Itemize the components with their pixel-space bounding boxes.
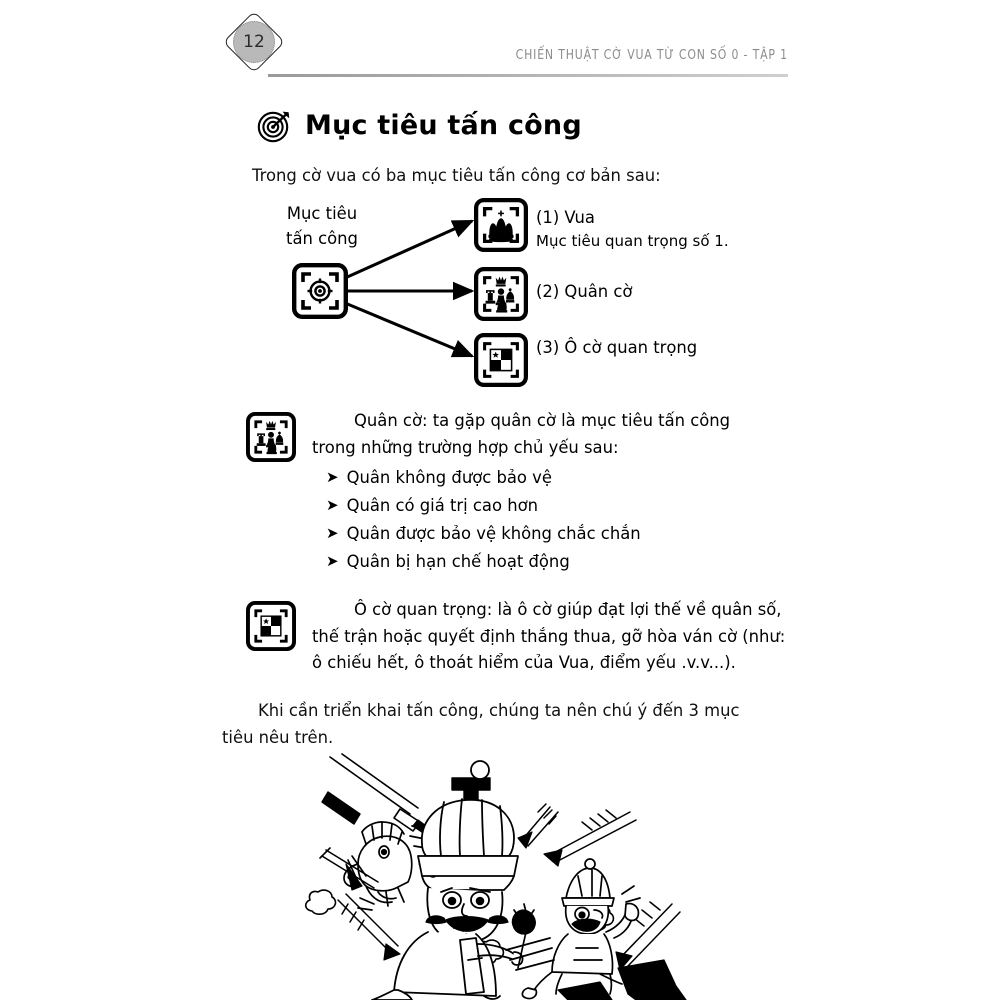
pieces-section-body (312, 408, 776, 461)
pieces-box-icon (474, 267, 528, 325)
diagram-label-king: (1) Vua (536, 208, 595, 227)
arrow-bullet-icon: ➤ (326, 467, 339, 486)
pieces-box-icon (246, 412, 296, 466)
attack-targets-diagram (250, 193, 750, 393)
square-section-line1: Ô cờ quan trọng: là ô cờ giúp đạt lợi thế về quân số, (354, 600, 782, 619)
square-box-icon (246, 601, 296, 655)
pieces-conditions-list (326, 464, 641, 576)
running-head-text: CHIẾN THUẬT CỜ VUA TỪ CON SỐ 0 - TẬP 1 (515, 48, 788, 63)
list-item-label: Quân không được bảo vệ (346, 468, 552, 487)
king-box-icon (474, 198, 528, 256)
intro-paragraph: Trong cờ vua có ba mục tiêu tấn công cơ bản sau: (252, 166, 661, 185)
list-item-label: Quân được bảo vệ không chắc chắn (346, 524, 641, 543)
page-number-badge (226, 14, 282, 70)
page-number-text: 12 (243, 32, 265, 52)
header-divider-rule (268, 74, 788, 77)
target-box-icon (292, 263, 348, 323)
square-box-icon (474, 333, 528, 391)
list-item-label: Quân bị hạn chế hoạt động (346, 552, 570, 571)
diagram-source-label (272, 201, 372, 251)
diagram-sublabel-king: Mục tiêu quan trọng số 1. (536, 232, 729, 250)
section-title-text: Mục tiêu tấn công (305, 109, 582, 141)
list-item-label: Quân có giá trị cao hơn (346, 496, 538, 515)
section-heading (256, 106, 582, 144)
arrow-bullet-icon: ➤ (326, 523, 339, 542)
pieces-section (246, 408, 776, 466)
list-item (326, 520, 641, 548)
list-item (326, 464, 641, 492)
pieces-section-line1: Quân cờ: ta gặp quân cờ là mục tiêu tấn công (354, 411, 731, 430)
arrow-bullet-icon: ➤ (326, 551, 339, 570)
diagram-label-pieces: (2) Quân cờ (536, 282, 633, 301)
page-header (0, 0, 1000, 92)
list-item (326, 492, 641, 520)
square-section (246, 597, 786, 677)
diagram-source-label-line2: tấn công (286, 229, 358, 248)
closing-line2: tiêu nêu trên. (222, 728, 334, 747)
list-item (326, 548, 641, 576)
square-section-line2: thế trận hoặc quyết định thắng thua, gỡ hòa ván cờ (như: (312, 626, 786, 646)
pieces-section-line2: trong những trường hợp chủ yếu sau: (312, 437, 619, 457)
closing-paragraph (222, 697, 780, 751)
diagram-label-square: (3) Ô cờ quan trọng (536, 338, 698, 357)
square-section-body (312, 597, 786, 677)
diagram-source-label-line1: Mục tiêu (286, 204, 358, 223)
square-section-line3: ô chiếu hết, ô thoát hiểm của Vua, điểm yếu .v.v...). (312, 653, 736, 672)
target-arrow-icon (256, 106, 294, 144)
arrow-bullet-icon: ➤ (326, 495, 339, 514)
cartoon-chess-king-fleeing-arrows-illustration (300, 752, 700, 1000)
closing-line1: Khi cần triển khai tấn công, chúng ta nên chú ý đến 3 mục (258, 701, 740, 720)
